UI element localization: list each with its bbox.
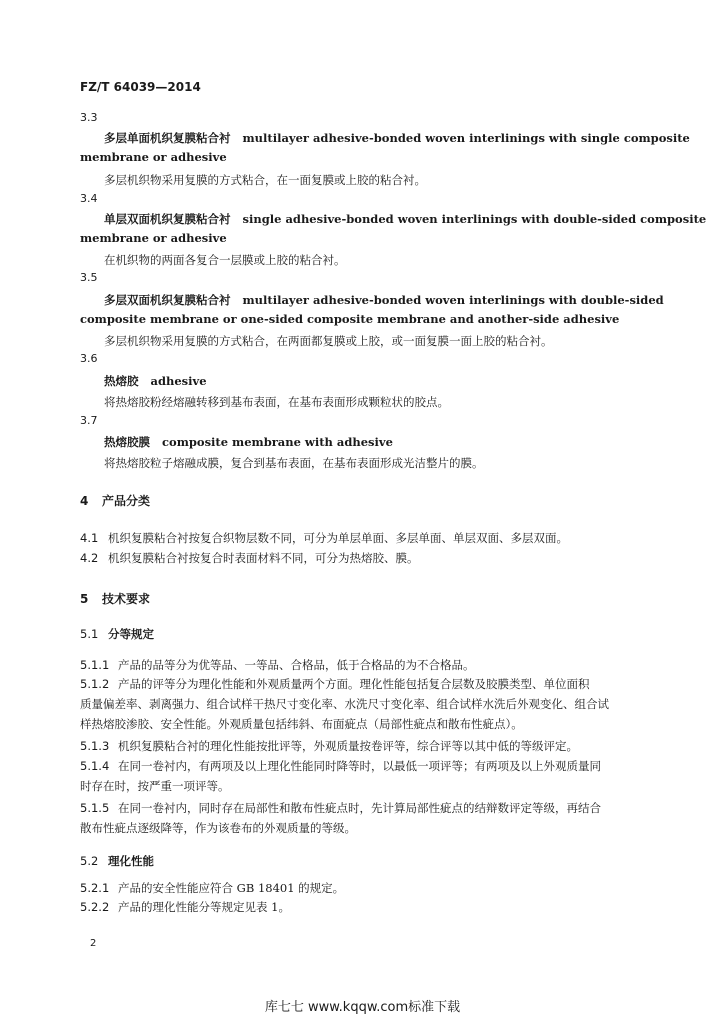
- clause: [80, 530, 568, 546]
- term-heading: [104, 434, 393, 450]
- term-en: multilayer adhesive-bonded woven interlinings with double-sided: [242, 293, 664, 307]
- clause-text: 产品的评等分为理化性能和外观质量两个方面。理化性能包括复合层数及胶膜类型、单位面积: [118, 677, 590, 691]
- subsection-heading: [80, 853, 154, 869]
- subsection-title: 分等规定: [108, 627, 154, 641]
- subsection-title: 理化性能: [108, 854, 154, 868]
- term-definition: 在机织物的两面各复合一层膜或上胶的粘合衬。: [104, 253, 346, 267]
- clause-text-continued: 样热熔胶渗胶、安全性能。外观质量包括纬斜、布面疵点（局部性疵点和散布性疵点）。: [80, 717, 523, 731]
- clause-number: 5.1.3: [80, 739, 110, 753]
- clause-number: 5.2.1: [80, 881, 110, 895]
- clause-text-continued: 散布性疵点逐级降等，作为该卷布的外观质量的等级。: [80, 821, 356, 835]
- term-definition: 多层机织物采用复膜的方式粘合，在一面复膜或上胶的粘合衬。: [104, 173, 426, 187]
- standard-code-header: FZ/T 64039—2014: [80, 80, 201, 94]
- clause-text: 机织复膜粘合衬按复合时表面材料不同，可分为热熔胶、膜。: [108, 551, 419, 565]
- section-heading: [80, 492, 150, 509]
- clause: [80, 550, 419, 566]
- term-heading: [104, 373, 207, 389]
- clause: [80, 676, 590, 692]
- subsection-number: 5.1: [80, 627, 99, 641]
- watermark-footer: 库七七 www.kqqw.com标准下载: [264, 1000, 461, 1015]
- term-number: 3.5: [80, 271, 98, 284]
- clause-text: 机织复膜粘合衬的理化性能按批评等，外观质量按卷评等，综合评等以其中低的等级评定。: [118, 739, 578, 753]
- term-number: 3.3: [80, 111, 98, 124]
- term-en: multilayer adhesive-bonded woven interlinings with single composite: [242, 131, 690, 145]
- clause: [80, 738, 578, 754]
- term-en: single adhesive-bonded woven interlinings with double-sided composite: [242, 212, 707, 226]
- section-heading: [80, 590, 150, 607]
- term-en-continued: composite membrane or one-sided composite membrane and another-side adhesive: [80, 312, 620, 326]
- clause-text: 在同一卷衬内，有两项及以上理化性能同时降等时，以最低一项评等；有两项及以上外观质量同: [118, 759, 601, 773]
- term-definition: 多层机织物采用复膜的方式粘合，在两面都复膜或上胶，或一面复膜一面上胶的粘合衬。: [104, 334, 553, 348]
- clause-number: 5.1.5: [80, 801, 110, 815]
- term-heading: [104, 292, 664, 308]
- subsection-number: 5.2: [80, 854, 99, 868]
- clause: [80, 657, 475, 673]
- term-en: adhesive: [150, 374, 207, 388]
- term-en-continued: membrane or adhesive: [80, 231, 227, 245]
- clause-text-continued: 质量偏差率、剥离强力、组合试样干热尺寸变化率、水洗尺寸变化率、组合试样水洗后外观变化、组合试: [80, 697, 609, 711]
- clause-number: 4.1: [80, 531, 99, 545]
- term-number: 3.6: [80, 352, 98, 365]
- term-zh: 热熔胶膜: [104, 435, 150, 449]
- section-number: 4: [80, 494, 89, 508]
- term-definition: 将热熔胶粒子熔融成膜，复合到基布表面，在基布表面形成光洁整片的膜。: [104, 456, 484, 470]
- clause-number: 5.2.2: [80, 900, 110, 914]
- clause-text-continued: 时存在时，按严重一项评等。: [80, 779, 230, 793]
- clause-text: 产品的品等分为优等品、一等品、合格品，低于合格品的为不合格品。: [118, 658, 475, 672]
- term-number: 3.7: [80, 414, 98, 427]
- term-zh: 热熔胶: [104, 374, 139, 388]
- subsection-heading: [80, 626, 154, 642]
- clause: [80, 758, 601, 774]
- section-number: 5: [80, 592, 89, 606]
- clause: [80, 880, 344, 896]
- clause-number: 5.1.2: [80, 677, 110, 691]
- term-zh: 单层双面机织复膜粘合衬: [104, 212, 231, 226]
- clause-text: 产品的理化性能分等规定见表 1。: [118, 900, 290, 914]
- term-en-continued: membrane or adhesive: [80, 150, 227, 164]
- page-number: 2: [90, 938, 97, 949]
- clause-text: 产品的安全性能应符合 GB 18401 的规定。: [118, 881, 345, 895]
- clause: [80, 899, 290, 915]
- term-zh: 多层双面机织复膜粘合衬: [104, 293, 231, 307]
- term-number: 3.4: [80, 192, 98, 205]
- term-zh: 多层单面机织复膜粘合衬: [104, 131, 231, 145]
- term-heading: [104, 130, 690, 146]
- clause: [80, 800, 601, 816]
- term-definition: 将热熔胶粉经熔融转移到基布表面，在基布表面形成颗粒状的胶点。: [104, 395, 449, 409]
- term-en: composite membrane with adhesive: [162, 435, 393, 449]
- clause-number: 5.1.4: [80, 759, 110, 773]
- clause-text: 在同一卷衬内，同时存在局部性和散布性疵点时，先计算局部性疵点的结辩数评定等级，再结合: [118, 801, 601, 815]
- clause-number: 4.2: [80, 551, 99, 565]
- section-title: 产品分类: [102, 494, 151, 508]
- clause-number: 5.1.1: [80, 658, 110, 672]
- section-title: 技术要求: [102, 592, 151, 606]
- clause-text: 机织复膜粘合衬按复合织物层数不同，可分为单层单面、多层单面、单层双面、多层双面。: [108, 531, 568, 545]
- term-heading: [104, 211, 706, 227]
